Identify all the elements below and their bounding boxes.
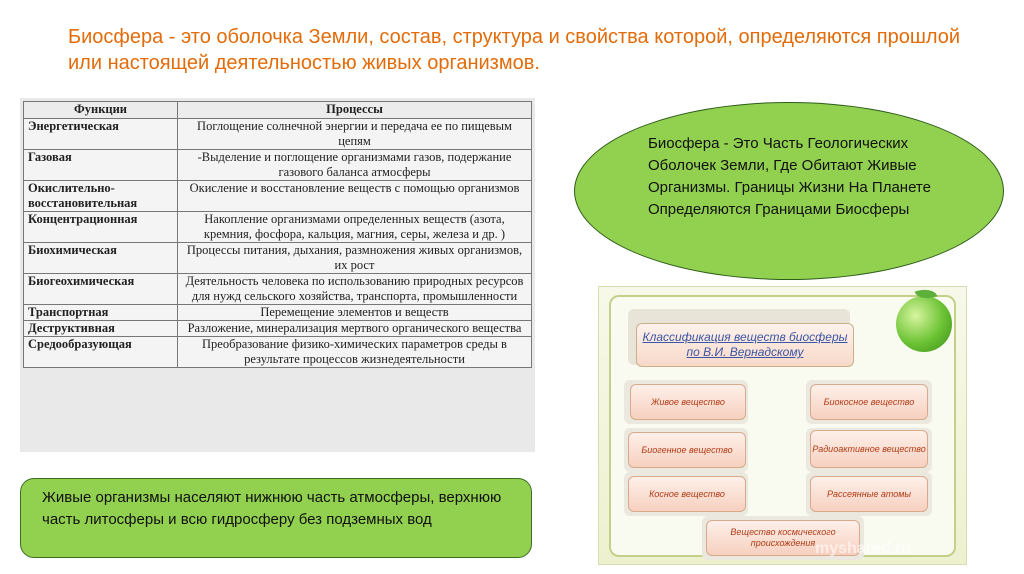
- functions-table: [23, 101, 532, 368]
- table-row: [24, 119, 532, 150]
- process-cell: Окисление и восстановление веществ с помощью организмов: [178, 181, 532, 212]
- classification-item-inert: Косное вещество: [628, 476, 746, 512]
- function-cell: Биохимическая: [24, 243, 178, 274]
- function-cell: Биогеохимическая: [24, 274, 178, 305]
- process-cell: -Выделение и поглощение организмами газов, подержание газового баланса атмосферы: [178, 150, 532, 181]
- classification-header: [636, 323, 854, 367]
- table-row: [24, 305, 532, 321]
- process-cell: Преобразование физико-химических параметров среды в результате процессов жизнедеятельности: [178, 337, 532, 368]
- function-cell: Газовая: [24, 150, 178, 181]
- watermark: myshared.ru: [815, 540, 912, 557]
- classification-header-text: Классификация веществ биосферы по В.И. Вернадскому: [642, 330, 848, 359]
- functions-table-frame: [20, 98, 535, 452]
- process-cell: Деятельность человека по использованию природных ресурсов для нужд сельского хозяйства, транспорта, промышленности: [178, 274, 532, 305]
- process-cell: Поглощение солнечной энергии и передача ее по пищевым цепям: [178, 119, 532, 150]
- table-row: [24, 321, 532, 337]
- table-row: [24, 274, 532, 305]
- definition-text: Биосфера - Это Часть Геологических Оболочек Земли, Где Обитают Живые Организмы. Границы Жизни На Планете Определяются Границами Биосферы: [648, 135, 931, 218]
- organisms-note-text: Живые организмы населяют нижнюю часть атмосферы, верхнюю часть литосферы и всю гидросферу без подземных вод: [42, 489, 502, 528]
- classification-item-radioactive: Радиоактивное вещество: [810, 430, 928, 468]
- process-cell: Перемещение элементов и веществ: [178, 305, 532, 321]
- slide-title: Биосфера - это оболочка Земли, состав, структура и свойства которой, определяются прошлой или настоящей деятельностью живых организмов.: [68, 26, 961, 74]
- classification-item-scattered-atoms: Рассеянные атомы: [810, 476, 928, 512]
- function-cell: Транспортная: [24, 305, 178, 321]
- column-header-processes: Процессы: [178, 102, 532, 119]
- classification-item-cosmic: Вещество космического происхождения: [706, 520, 860, 556]
- table-row: [24, 150, 532, 181]
- column-header-functions: Функции: [24, 102, 178, 119]
- function-cell: Средообразующая: [24, 337, 178, 368]
- table-row: [24, 243, 532, 274]
- classification-item-bioinert: Биокосное вещество: [810, 384, 928, 420]
- function-cell: Окислительно-восстановительная: [24, 181, 178, 212]
- function-cell: Деструктивная: [24, 321, 178, 337]
- process-cell: Накопление организмами определенных веществ (азота, кремния, фосфора, кальция, магния, серы, железа и др. ): [178, 212, 532, 243]
- globe-icon: [896, 296, 952, 352]
- table-header-row: [24, 102, 532, 119]
- classification-item-biogenic: Биогенное вещество: [628, 432, 746, 468]
- function-cell: Энергетическая: [24, 119, 178, 150]
- table-row: [24, 337, 532, 368]
- table-row: [24, 212, 532, 243]
- process-cell: Разложение, минерализация мертвого органического вещества: [178, 321, 532, 337]
- process-cell: Процессы питания, дыхания, размножения живых организмов, их рост: [178, 243, 532, 274]
- function-cell: Концентрационная: [24, 212, 178, 243]
- table-row: [24, 181, 532, 212]
- classification-item-living: Живое вещество: [630, 384, 746, 420]
